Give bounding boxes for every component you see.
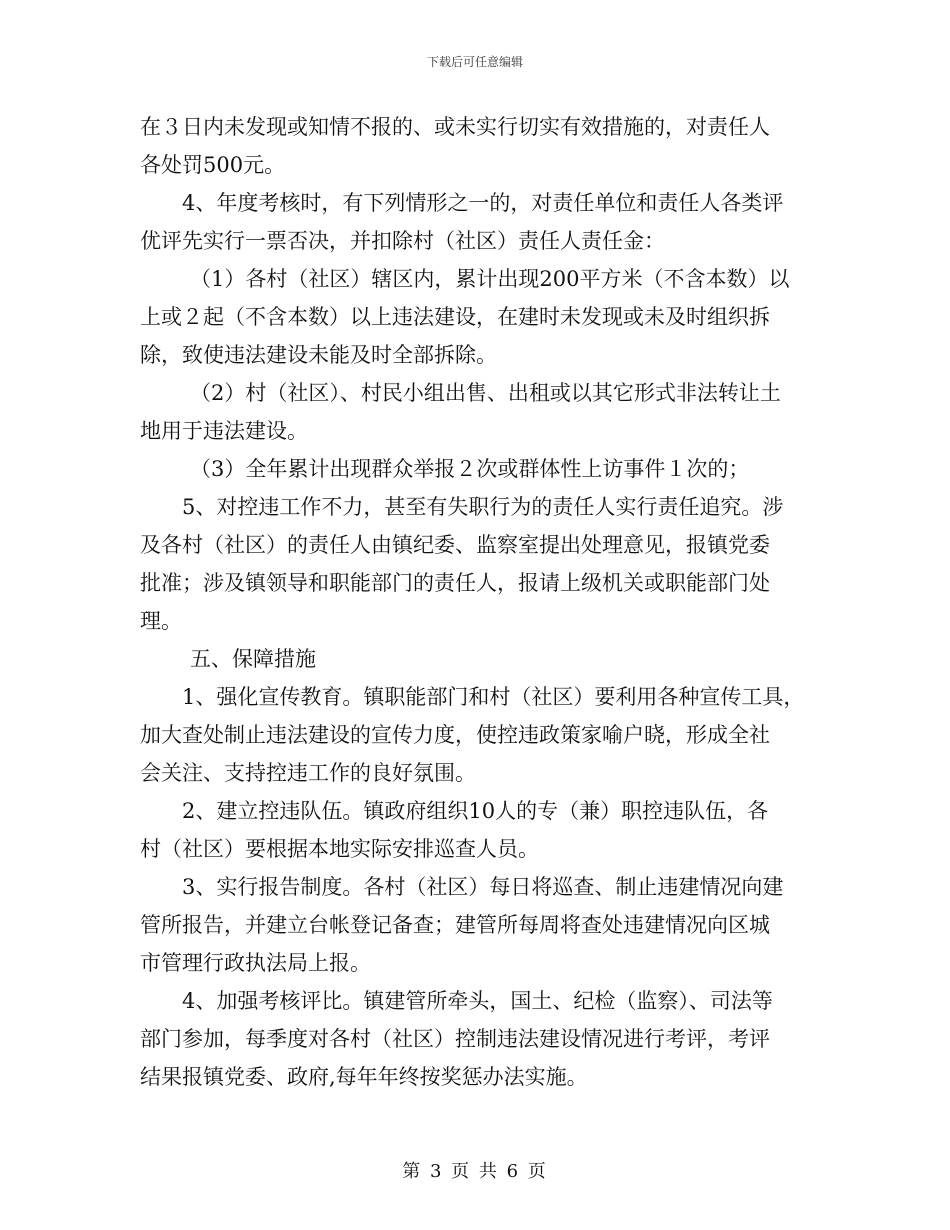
text-line: （3）全年累计出现群众举报２次或群体性上访事件１次的； [190,457,750,481]
page-header: 下载后可任意编辑 [426,55,523,69]
text-line: 理。 [140,609,182,633]
text-line: 3、实行报告制度。各村（社区）每日将巡查、制止违建情况向建 [182,875,784,899]
text-line: 上或２起（不含本数）以上违法建设，在建时未发现或未及时组织拆 [140,305,770,329]
text-line: 加大查处制止违法建设的宣传力度，使控违政策家喻户晓，形成全社 [140,723,770,747]
text-line: 市管理行政执法局上报。 [140,951,371,975]
text-line: 部门参加，每季度对各村（社区）控制违法建设情况进行考评，考评 [140,1027,770,1051]
document-body [140,108,820,1096]
text-line: 在３日内未发现或知情不报的、或未实行切实有效措施的，对责任人 [140,115,770,139]
text-line: 会关注、支持控违工作的良好氛围。 [140,761,476,785]
text-line: 4、年度考核时，有下列情形之一的，对责任单位和责任人各类评 [182,191,784,215]
section-heading: 五、保障措施 [190,647,316,671]
text-line: 1、强化宣传教育。镇职能部门和村（社区）要利用各种宣传工具， [182,685,805,709]
text-line: 各处罚500元。 [140,153,286,177]
text-line: 批准；涉及镇领导和职能部门的责任人，报请上级机关或职能部门处 [140,571,770,595]
text-line: 4、加强考核评比。镇建管所牵头，国土、纪检（监察）、司法等 [182,989,773,1013]
text-line: 优评先实行一票否决，并扣除村（社区）责任人责任金： [140,229,665,253]
text-line: 结果报镇党委、政府,每年年终按奖惩办法实施。 [140,1065,588,1089]
text-line: 村（社区）要根据本地实际安排巡查人员。 [140,837,539,861]
text-line: 地用于违法建设。 [140,419,308,443]
text-line: 及各村（社区）的责任人由镇纪委、监察室提出处理意见，报镇党委 [140,533,770,557]
text-line: 除，致使违法建设未能及时全部拆除。 [140,343,497,367]
text-line: 2、建立控违队伍。镇政府组织10人的专（兼）职控违队伍，各 [182,799,769,823]
page-number-footer: 第 3 页 共 6 页 [402,1161,548,1182]
text-line: 管所报告，并建立台帐登记备查；建管所每周将查处违建情况向区城 [140,913,770,937]
text-line: 5、对控违工作不力，甚至有失职行为的责任人实行责任追究。涉 [182,495,784,519]
text-line: （1）各村（社区）辖区内，累计出现200平方米（不含本数）以 [190,267,790,291]
text-line: （2）村（社区）、村民小组出售、出租或以其它形式非法转让土 [190,381,781,405]
